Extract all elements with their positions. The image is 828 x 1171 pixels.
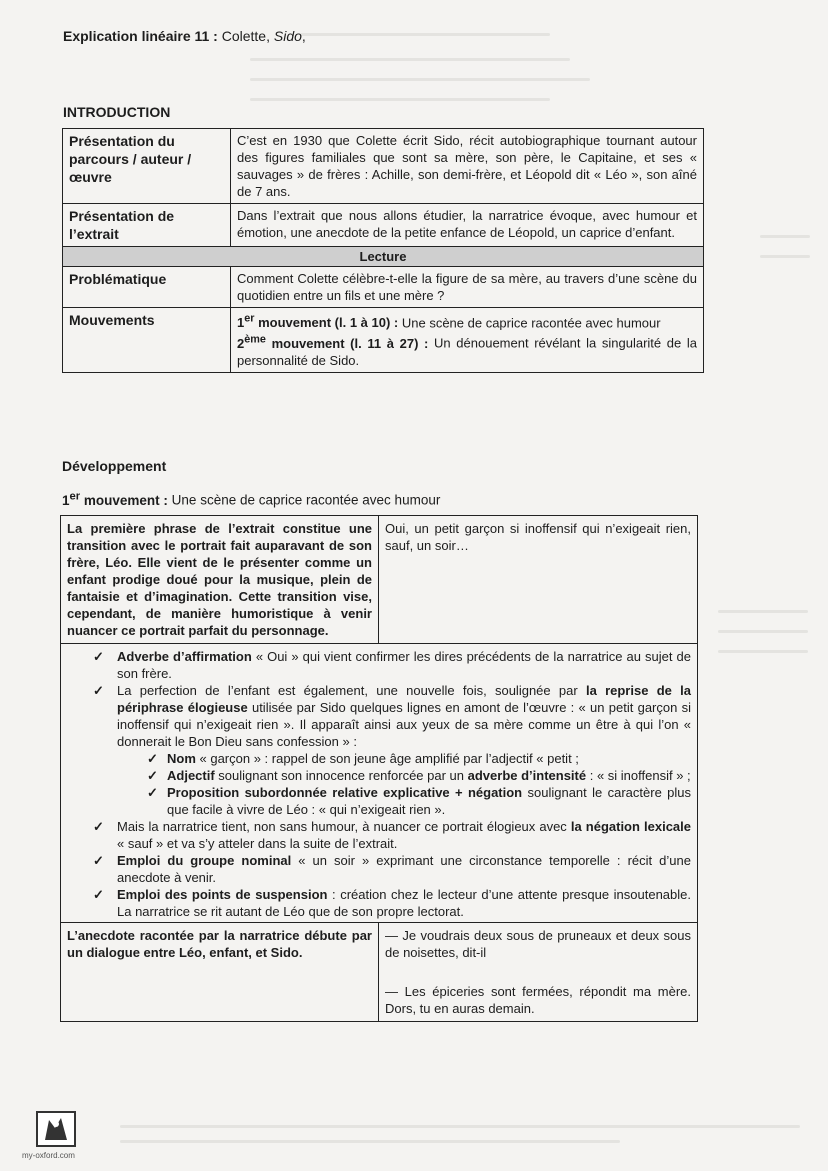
sub-list bbox=[117, 750, 691, 818]
quote-cell bbox=[379, 923, 698, 1022]
list-item: ✓ Mais la narratrice tient, non sans humour, à nuancer ce portrait élogieux avec la négation lexicale « sauf » et va s’y atteler dans la suite de l’extrait. bbox=[75, 818, 691, 852]
list-item: ✓ Emploi des points de suspension : création chez le lecteur d’une attente presque insoutenable. La narratrice se rit autant de Léo que de son propre lectorat. bbox=[75, 886, 691, 920]
analysis-list bbox=[61, 648, 691, 920]
logo-icon bbox=[35, 1110, 77, 1148]
row-label: Mouvements bbox=[63, 308, 231, 373]
row-content: Dans l’extrait que nous allons étudier, la narratrice évoque, avec humour et émotion, une anecdote de la petite enfance de Léopold, un caprice d’enfant. bbox=[231, 204, 704, 247]
dialogue-line-2: — Les épiceries sont fermées, répondit ma mère. Dors, tu en auras demain. bbox=[385, 984, 691, 1016]
row-label: Présentation de l’extrait bbox=[63, 204, 231, 247]
lecture-label: Lecture bbox=[63, 247, 704, 267]
lecture-row bbox=[63, 247, 704, 267]
intro-table bbox=[62, 128, 704, 373]
title-end: , bbox=[301, 28, 306, 44]
table-row bbox=[63, 129, 704, 204]
dev-subheading: 1er mouvement : Une scène de caprice racontée avec humour bbox=[62, 490, 441, 508]
table-row bbox=[61, 516, 698, 644]
page-title bbox=[63, 28, 306, 44]
mouvement-2: 2ème mouvement (l. 11 à 27) : Un dénouement révélant la singularité de la personnalité de Sido. bbox=[237, 333, 697, 368]
table-row bbox=[63, 204, 704, 247]
analysis-table bbox=[60, 515, 698, 1022]
row-content: C’est en 1930 que Colette écrit Sido, récit autobiographique tournant autour des figures familiales que sont sa mère, son père, le Capitaine, et ses « sauvages » de frères : Achille, son demi-frère, et Léopold dit « Léo », son aîné de 7 ans. bbox=[231, 129, 704, 204]
title-author: Colette, bbox=[221, 28, 274, 44]
mouvement-1: 1er mouvement (l. 1 à 10) : Une scène de caprice racontée avec humour bbox=[237, 313, 661, 331]
dialogue-line-1: — Je voudrais deux sous de pruneaux et deux sous de noisettes, dit-il bbox=[385, 928, 691, 960]
list-item: ✓ Adverbe d’affirmation « Oui » qui vient confirmer les dires précédents de la narratrice au sujet de son frère. bbox=[75, 648, 691, 682]
table-row bbox=[63, 308, 704, 373]
list-item: ✓ Emploi du groupe nominal « un soir » exprimant une circonstance temporelle : récit d’une anecdote à venir. bbox=[75, 852, 691, 886]
quote-cell: Oui, un petit garçon si inoffensif qui n’exigeait rien, sauf, un soir… bbox=[379, 516, 698, 644]
analysis-left-cell: La première phrase de l’extrait constitue une transition avec le portrait fait auparavant de son frère, Léo. Elle vient de le présenter comme un enfant prodige doué pour la musique, plein de fantaisie et d’imagination. Cette transition vise, cependant, de manière humoristique à venir nuancer ce portrait parfait du personnage. bbox=[61, 516, 379, 644]
analysis-list-cell bbox=[61, 644, 698, 923]
row-label: Problématique bbox=[63, 267, 231, 308]
intro-heading: INTRODUCTION bbox=[63, 104, 171, 120]
logo-text: my-oxford.com bbox=[22, 1151, 75, 1160]
list-item: ✓ Nom « garçon » : rappel de son jeune âge amplifié par l’adjectif « petit ; bbox=[127, 750, 691, 767]
list-item: ✓ La perfection de l’enfant est également, une nouvelle fois, soulignée par la reprise de la périphrase élogieuse utilisée par Sido quelques lignes en amont de l’œuvre : « un petit garçon si inoffensif qui n’exigeait rien ». Il apparaît ainsi aux yeux de sa mère comme un être à qui l’on « donnerait le Bon Dieu sans confession » : ✓ Nom « garçon » : rappel de son jeune âge amplifié par l’adjectif « petit ; ✓ Adjectif soulignant son innocence renforcée par un adverbe d’intensité : « si inoffensif » ; ✓ Proposition subordonnée relative explicative + négation soulignant le caractère plus que facile à vivre de Léo : « qui n’exigeait rien ». bbox=[75, 682, 691, 818]
row-content bbox=[231, 308, 704, 373]
analysis-left-cell: L’anecdote racontée par la narratrice débute par un dialogue entre Léo, enfant, et Sido. bbox=[61, 923, 379, 1022]
title-prefix: Explication linéaire 11 : bbox=[63, 28, 222, 44]
table-row bbox=[61, 644, 698, 923]
table-row bbox=[61, 923, 698, 1022]
list-item: ✓ Proposition subordonnée relative explicative + négation soulignant le caractère plus que facile à vivre de Léo : « qui n’exigeait rien ». bbox=[127, 784, 691, 818]
dev-heading: Développement bbox=[62, 458, 167, 474]
title-work: Sido bbox=[273, 28, 302, 44]
row-content: Comment Colette célèbre-t-elle la figure de sa mère, au travers d’une scène du quotidien entre un fils et une mère ? bbox=[231, 267, 704, 308]
table-row bbox=[63, 267, 704, 308]
row-label: Présentation du parcours / auteur / œuvre bbox=[63, 129, 231, 204]
list-item: ✓ Adjectif soulignant son innocence renforcée par un adverbe d’intensité : « si inoffensif » ; bbox=[127, 767, 691, 784]
